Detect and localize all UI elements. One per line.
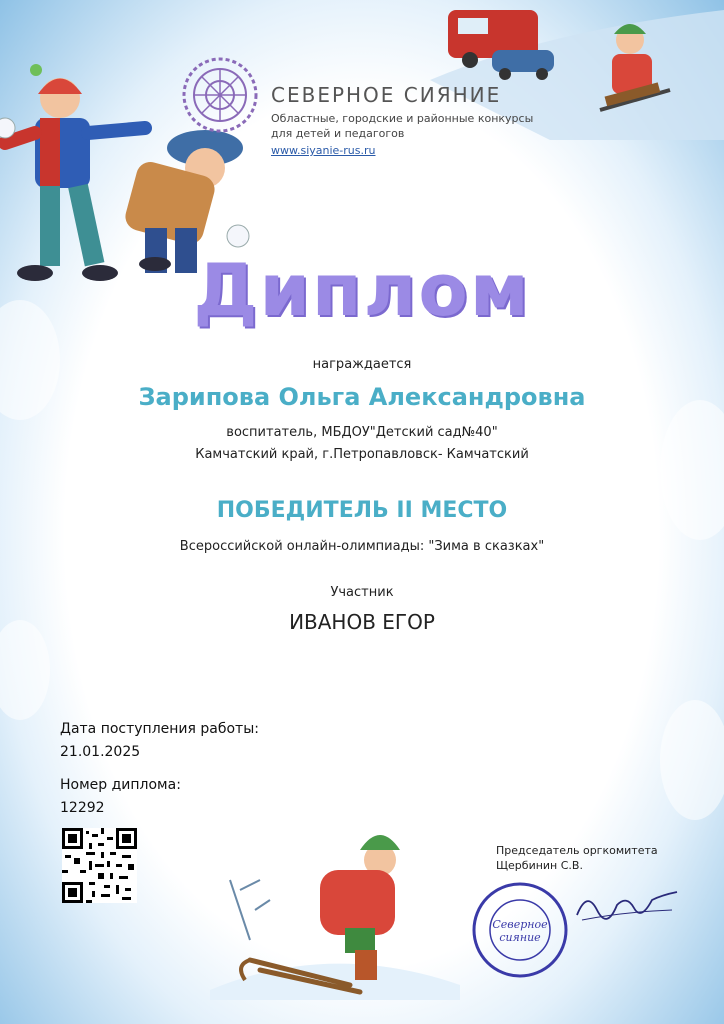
chairman-title: Председатель оргкомитета (496, 844, 658, 857)
chairman-block (496, 843, 658, 873)
frost-pattern (660, 700, 724, 820)
snowflake-logo-icon (180, 55, 260, 135)
contest-name: Всероссийской онлайн-олимпиады: "Зима в сказках" (179, 539, 545, 554)
participant-name: ИВАНОВ ЕГОР (289, 610, 435, 634)
recipient-name: Зарипова Ольга Александровна (138, 383, 586, 411)
recipient-region: Камчатский край, г.Петропавловск- Камчатский (195, 447, 529, 462)
received-label: Дата поступления работы: (60, 721, 259, 737)
diploma-title: Диплом (193, 248, 531, 332)
qr-code[interactable] (62, 828, 137, 903)
recipient-position: воспитатель, МБДОУ"Детский сад№40" (226, 425, 498, 440)
stamp-text-line2: сияние (499, 931, 541, 944)
diploma-number: 12292 (60, 800, 105, 816)
received-date: 21.01.2025 (60, 744, 141, 760)
diploma-number-label: Номер диплома: (60, 777, 181, 793)
stamp-text-line1: Северное (492, 918, 548, 931)
awarded-text: награждается (312, 357, 412, 372)
sled-kid-illustration (210, 820, 460, 1000)
organization-stamp (470, 880, 570, 980)
organizer-header (180, 55, 580, 165)
frost-pattern (0, 620, 50, 720)
participant-label: Участник (330, 585, 394, 600)
org-subtitle-line: Областные, городские и районные конкурсы (271, 112, 534, 125)
chairman-name: Щербинин С.В. (496, 859, 583, 872)
award-place: ПОБЕДИТЕЛЬ II МЕСТО (216, 498, 508, 523)
org-name: СЕВЕРНОЕ СИЯНИЕ (271, 83, 502, 107)
org-subtitle (271, 111, 571, 141)
chairman-signature (572, 880, 682, 930)
org-subtitle-line: для детей и педагогов (271, 127, 405, 140)
org-website-link[interactable]: www.siyanie-rus.ru (271, 144, 376, 157)
